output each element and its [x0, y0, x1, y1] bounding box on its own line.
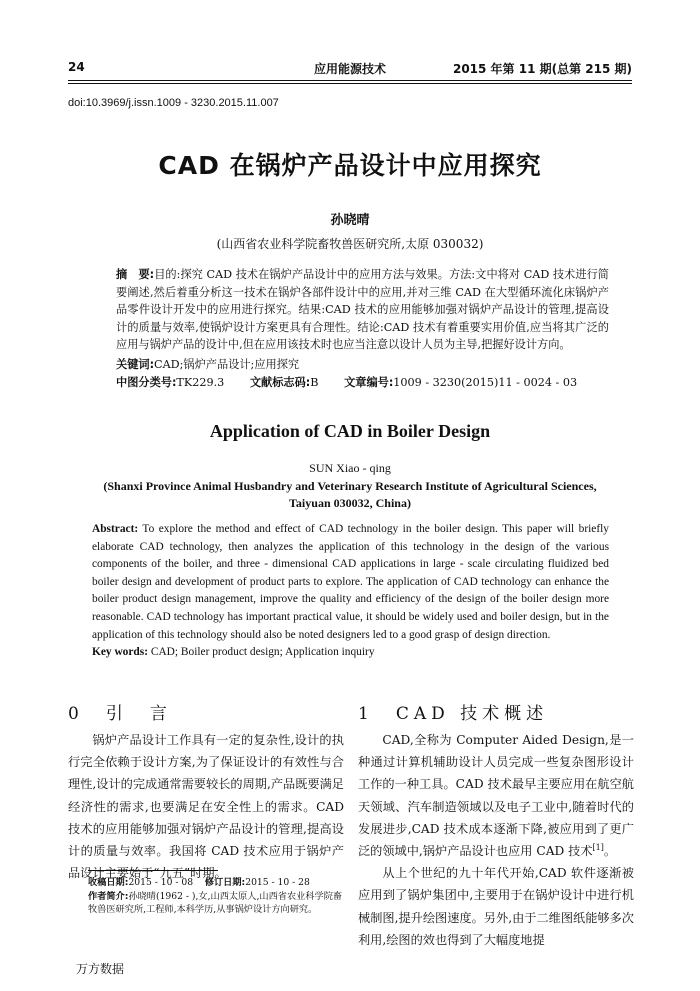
watermark: 万方数据 — [76, 962, 125, 976]
issue-info: 2015 年第 11 期(总第 215 期) — [452, 62, 632, 76]
abstract-en-body — [92, 521, 609, 644]
section-1-paragraph-2: 从上个世纪的九十年代开始,CAD 软件逐渐被应用到了锅炉集团中,主要用于在锅炉设计中进行机械制图,提升绘图速度。另外,由于二维图纸能够多次利用,绘图的效也得到了大幅度地提 — [358, 866, 634, 947]
affiliation-en: (Shanxi Province Animal Husbandry and Veterinary Research Institute of Agricultural Sciences, Taiyuan 030032, China) — [103, 479, 597, 510]
footnote-author — [88, 890, 344, 917]
journal-name: 应用能源技术 — [313, 62, 386, 76]
keywords-and-classification — [116, 356, 577, 392]
clc-code: TK229.3 — [176, 376, 225, 389]
column-right — [358, 703, 634, 951]
doc-code: B — [310, 376, 319, 389]
section-1-paragraph-1 — [358, 729, 634, 862]
section-1-paragraph-1-text: CAD,全称为 Computer Aided Design,是一种通过计算机辅助设计人员完成一些复杂图形设计工作的一种工具。CAD 技术最早主要应用在航空航天领域、汽车制造领域以及电子工业中,随着时代的发展进步,CAD 技术成本逐渐下降,被应用到了更广泛的领域中,锅炉产品设计也应用 CAD 技术 — [358, 733, 634, 859]
doc-code-label: 文献标志码: — [249, 376, 311, 389]
keywords-en-text: CAD; Boiler product design; Application inquiry — [150, 646, 375, 659]
classification-line — [116, 374, 577, 392]
received-label: 收稿日期: — [88, 877, 129, 888]
keywords-en — [92, 644, 609, 662]
abstract-zh — [92, 266, 609, 354]
running-header — [68, 60, 632, 80]
author-zh: 孙晓晴 — [330, 213, 370, 228]
keywords-zh — [116, 356, 577, 374]
abstract-en-text: To explore the method and effect of CAD technology in the boiler design. This paper will briefly elaborate CAD technology, then analyzes the application of this technology in the design of the various components of the boiler, and three - dimensional CAD applications in large - scale circulating fluidized bed boiler design and development of product parts to explore. The application of CAD technology can enhance the boiler product design management, improve the quality and efficiency of the design of the boiler design more reasonable. CAD technology has important practical value, it should be widely used and boiler design, but in the application of this technology should also be noted designers led to a good grasp of design direction. — [92, 523, 609, 641]
header-rule-top — [68, 80, 632, 81]
article-no: 1009 - 3230(2015)11 - 0024 - 03 — [393, 376, 578, 389]
author-en: SUN Xiao - qing — [309, 461, 391, 475]
header-rule-bottom — [68, 83, 632, 84]
received-date: 2015 - 10 - 08 — [128, 877, 194, 888]
abstract-zh-body — [92, 266, 609, 354]
revised-date: 2015 - 10 - 28 — [245, 877, 310, 888]
clc-label: 中图分类号: — [116, 376, 177, 389]
abstract-en — [92, 521, 609, 662]
section-1-heading: 1 CAD 技术概述 — [358, 704, 549, 724]
section-0-heading: 0 引 言 — [68, 704, 172, 724]
abstract-zh-label: 摘 要: — [116, 268, 155, 281]
doi: doi:10.3969/j.issn.1009 - 3230.2015.11.007 — [68, 97, 279, 109]
author-bio-label: 作者简介: — [88, 890, 129, 902]
page-number: 24 — [68, 60, 85, 74]
keywords-zh-label: 关键词: — [116, 358, 155, 371]
column-left — [68, 703, 344, 884]
footnote-rule — [88, 870, 218, 871]
title-zh: CAD 在锅炉产品设计中应用探究 — [158, 151, 542, 180]
affiliation-zh: (山西省农业科学院畜牧兽医研究所,太原 030032) — [216, 237, 484, 251]
citation-1: [1] — [592, 842, 604, 852]
abstract-en-label: Abstract: — [92, 523, 139, 535]
footnote-dates — [88, 876, 344, 890]
title-en: Application of CAD in Boiler Design — [209, 421, 491, 441]
abstract-zh-text: 目的:探究 CAD 技术在锅炉产品设计中的应用方法与效果。方法:文中将对 CAD 技术进行简要阐述,然后着重分析这一技术在锅炉各部件设计中的应用,并对三维 CAD 在大型循环流化床锅炉产品零件设计开发中的应用进行探究。结果:CAD 技术的应用能够加强对锅炉产品设计的管理,提高设计的质量与效率,使锅炉设计方案更具有合理性。结论:CAD 技术有着重要实用价值,应当将其广泛的应用与锅炉产品的设计中,但在应用该技术时也应当注意以设计人员为主导,把握好设计方向。 — [116, 268, 609, 351]
keywords-en-label: Key words: — [92, 646, 148, 659]
footnote — [88, 876, 344, 917]
keywords-zh-text: CAD;锅炉产品设计;应用探究 — [154, 358, 300, 371]
revised-label: 修订日期: — [204, 877, 246, 888]
section-1-paragraph-1-end: 。 — [603, 844, 617, 859]
section-0-paragraph: 锅炉产品设计工作具有一定的复杂性,设计的执行完全依赖于设计方案,为了保证设计的有效性与合理性,设计的完成通常需要较长的周期,产品既要满足经济性的需求,也要满足在安全性上的需求。CAD 技术的应用能够加强对锅炉产品设计的管理,提高设计的质量与效率。我国将 CAD 技术应用于锅炉产品设计主要始于“九五”时期。 — [68, 733, 344, 881]
article-no-label: 文章编号: — [344, 376, 394, 389]
author-bio: 孙晓晴(1962 - ),女,山西太原人,山西省农业科学院畜牧兽医研究所,工程师,本科学历,从事锅炉设计方向研究。 — [88, 890, 343, 915]
